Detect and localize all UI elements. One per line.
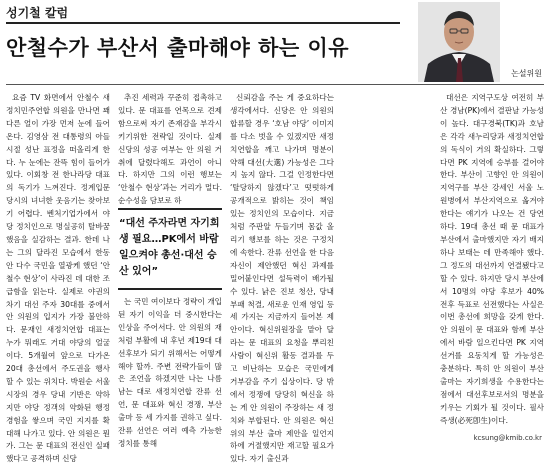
column-text: 요즘 TV 화면에서 안철수 새정치민주연합 의원을 만나면 꽤 다른 얼이 가장 먼저 눈에 들어온다. 김영삼 전 대통령의 아들 시절 성난 표정을 떠올리게 한다. 누 눈에는 잔뜩 힘이 들어가 있다. 이회창 전 한나라당 대표의 독기가 느껴진다. 정계입문 당시의 녀녀한 웃음기는 찾아보기 어렵다. 벤처기업가에서 야당 정치인으로 명실공히 탈바꿈했음을 실감하는 결과. 한데 나는 그의 달라진 모습에서 한동안 다수 국민을 열광케 했던 ‘안철수 현상’이 사라진 데 대한 조급함을 읽는다. 실제로 야권의 차기 대선 주자 30대를 중에서 안 의원의 입지가 가장 불안하다. 문재인 새정치연합 대표는 누가 뭐래도 거대 야당의 얼굴이다. 5개월여 앞으로 다가온 20대 총선에서 주도권을 행사할 수 있는 위치다. 박원순 서울시장의 경우 당내 기반은 약하지만 야당 정객의 약화된 행정 경험을 쌓으며 국민 지지를 확대해 나가고 있다. 안 의원은 뭔가. 그는 문 대표의 전신인 실패했다고 공격하며 신당 bbox=[6, 93, 110, 464]
body-column-2 bbox=[118, 92, 222, 206]
mid-rule bbox=[6, 84, 544, 85]
column-text: 대선은 지역구도상 여전히 부산 경남(PK)에서 결판날 가능성이 높다. 대구경북(TK)과 호남은 각각 새누리당과 새정치연합의 독식이 거의 확실하다. 그렇다면 PK 지역에 승부를 걸어야 한다. 부산이 고향인 안 의원이 지역구를 부산 강세인 서울 노원병에서 부산지역으로 옮겨야 한다는 얘기가 나오는 건 당연하다. 19대 총선 때 문 대표가 부산에서 출마했지만 자기 배지 하나 보태는 데 만족해야 했다. 그 정도의 대선까지 연결됐다고 할 수 있다. 하지만 당시 부산에서 10명의 야당 후보가 40% 전후 득표로 선전했다는 사실은 이번 총선에 희망을 갖게 한다. 안 의원이 문 대표와 함께 부산에서 바람 일으킨다면 PK 지역 선거를 요동치게 할 가능성은 충분하다. 특히 안 의원이 부산 출마는 자기희생을 수용한다는 점에서 대선후보로서의 명분을 키우는 기회가 될 것이다. 필사즉생(必死卽生)이다. bbox=[440, 93, 544, 425]
body-column-2b bbox=[118, 296, 222, 448]
column-name: 성기철 칼럼 bbox=[6, 6, 69, 20]
column-text: 신뢰감을 주는 게 중요하다는 생각에서다. 신당은 안 의원의 합류할 경우 ‘호남 야당’ 이미지를 다소 벗을 수 있겠지만 새정치연합을 깨고 나가며 명분이 약해 대선(大選) 가능성은 그다지 높지 않다. 그걸 인정한다면 ‘탈당하지 않겠다’고 떳떳하게 공개적으로 밝히는 것이 책임 있는 정치인의 모습이다. 지금처럼 주판알 두들기며 몸값 올리기 행보를 하는 것은 구정치에 속한다. 잔류 선언을 한 다음 자신이 제안했던 혁신 과제를 밀어붙인다면 설득력이 배가될 수 있다. 낡은 진보 청산, 당내 부패 척결, 새로운 인재 영입 등 세 가지는 지금까지 들어본 제안이다. 혁신위원장을 맡아 달라는 문 대표의 요청을 뿌리친 사람이 혁신위 활동 결과를 두고 비난하는 모습은 국민에게 거부감을 주기 십상이다. 당 밖에서 정쟁에 당당히 혁신을 하는 게 안 의원이 주장하는 새 정치와 부합된다. 안 의원은 혁신위의 부산 출마 제안을 일언지하에 거절했지만 재고할 필요가 있다. 자기 출신과 bbox=[230, 93, 334, 464]
body-column-4 bbox=[440, 92, 544, 432]
column-text: 는 국민 여이보다 정략이 개입된 자기 이익을 더 중시한다는 인상을 주어서다. 안 의원의 재처럼 부활에 내 후년 제19대 대선후보가 되기 위해서는 어떻게 해야 할까. 주변 전략가들이 많은 조언을 하겠지만 나는 나름 남는 대로 새정치연합 잔류 선언, 문 대표와 혁신 경쟁, 부산 출마 등 세 가지를 권하고 싶다. 잔류 선언은 여러 예측 가능한 정치를 통해 bbox=[118, 297, 222, 448]
headline: 안철수가 부산서 출마해야 하는 이유 bbox=[6, 36, 350, 60]
body-column-1 bbox=[6, 92, 110, 464]
column-text: 추진 세력과 꾸준히 접촉하고 있다. 문 대표를 연목으로 견제함으로써 자기 존재감을 부각시키기위한 전략일 것이다. 실제 신당의 성공 여부는 안 의원 거취에 달렸다해도 과언이 아니다. 하지만 그의 이런 행보는 ‘안철수 현상’과는 거리가 멀다. 순수성을 담보로 하 bbox=[118, 93, 222, 206]
top-rule bbox=[6, 22, 400, 24]
body-column-3 bbox=[230, 92, 334, 464]
author-photo bbox=[418, 2, 500, 82]
pull-quote: “대선 주자라면 자기희생 필요…PK에서 바람 일으켜야 총선·대선 승산 있어” bbox=[118, 208, 222, 290]
author-portrait-icon bbox=[418, 2, 500, 82]
byline: 논설위원 bbox=[511, 69, 542, 78]
author-email: kcsung@kmib.co.kr bbox=[473, 434, 542, 442]
